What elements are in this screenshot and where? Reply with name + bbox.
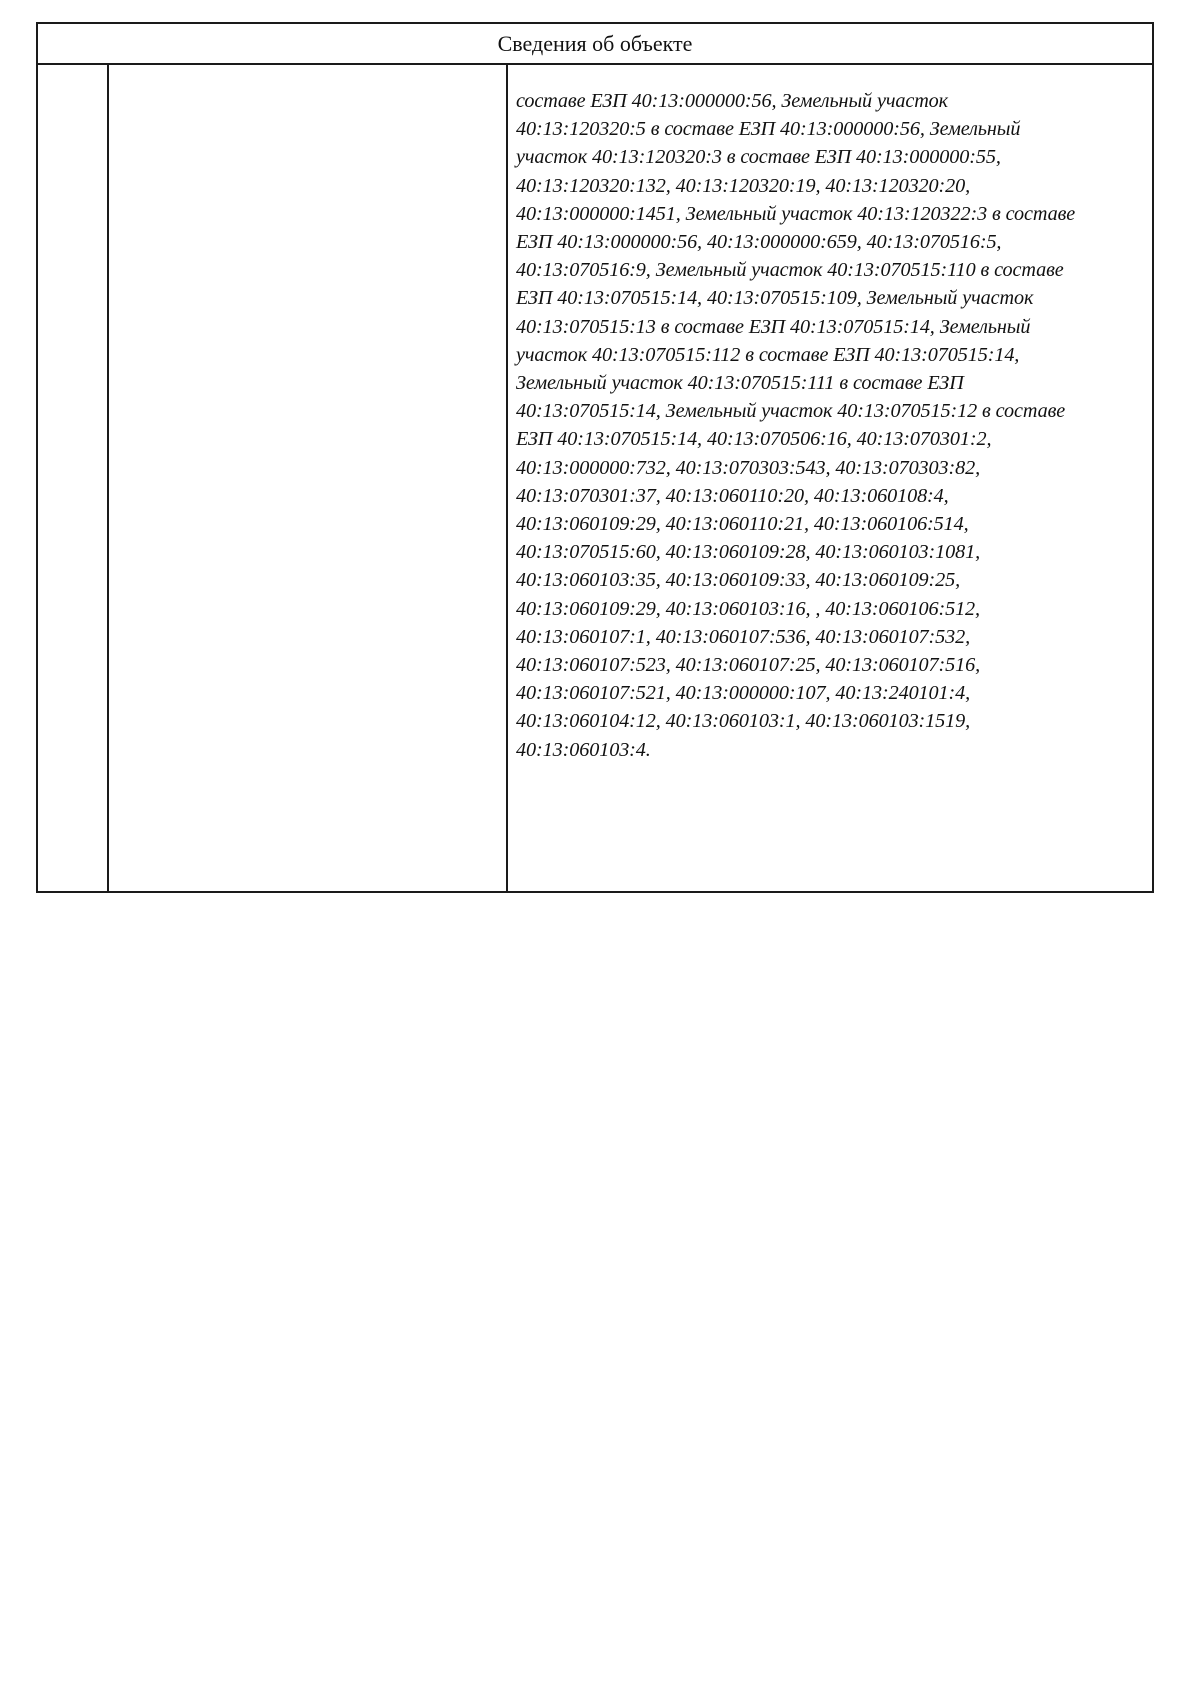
row-value-cell (508, 65, 1152, 891)
table-row (38, 65, 1152, 891)
object-info-table (36, 22, 1154, 893)
row-name-cell (109, 65, 508, 891)
table-header-title: Сведения об объекте (38, 24, 1152, 65)
row-number-cell (38, 65, 109, 891)
cadastral-numbers-text: составе ЕЗП 40:13:000000:56, Земельный участок 40:13:120320:5 в составе ЕЗП 40:13:000000:56, Земельный участок 40:13:120320:3 в составе ЕЗП 40:13:000000:55, 40:13:120320:132, 40:13:120320:19, 40:13:120320:20, 40:13:000000:1451, Земельный участок 40:13:120322:3 в составе ЕЗП 40:13:000000:56, 40:13:000000:659, 40:13:070516:5, 40:13:070516:9, Земельный участок 40:13:070515:110 в составе ЕЗП 40:13:070515:14, 40:13:070515:109, Земельный участок 40:13:070515:13 в составе ЕЗП 40:13:070515:14, Земельный участок 40:13:070515:112 в составе ЕЗП 40:13:070515:14, Земельный участок 40:13:070515:111 в составе ЕЗП 40:13:070515:14, Земельный участок 40:13:070515:12 в составе ЕЗП 40:13:070515:14, 40:13:070506:16, 40:13:070301:2, 40:13:000000:732, 40:13:070303:543, 40:13:070303:82, 40:13:070301:37, 40:13:060110:20, 40:13:060108:4, 40:13:060109:29, 40:13:060110:21, 40:13:060106:514, 40:13:070515:60, 40:13:060109:28, 40:13:060103:1081, 40:13:060103:35, 40:13:060109:33, 40:13:060109:25, 40:13:060109:29, 40:13:060103:16, , 40:13:060106:512, 40:13:060107:1, 40:13:060107:536, 40:13:060107:532, 40:13:060107:523, 40:13:060107:25, 40:13:060107:516, 40:13:060107:521, 40:13:000000:107, 40:13:240101:4, 40:13:060104:12, 40:13:060103:1, 40:13:060103:1519, 40:13:060103:4. (516, 90, 1076, 761)
